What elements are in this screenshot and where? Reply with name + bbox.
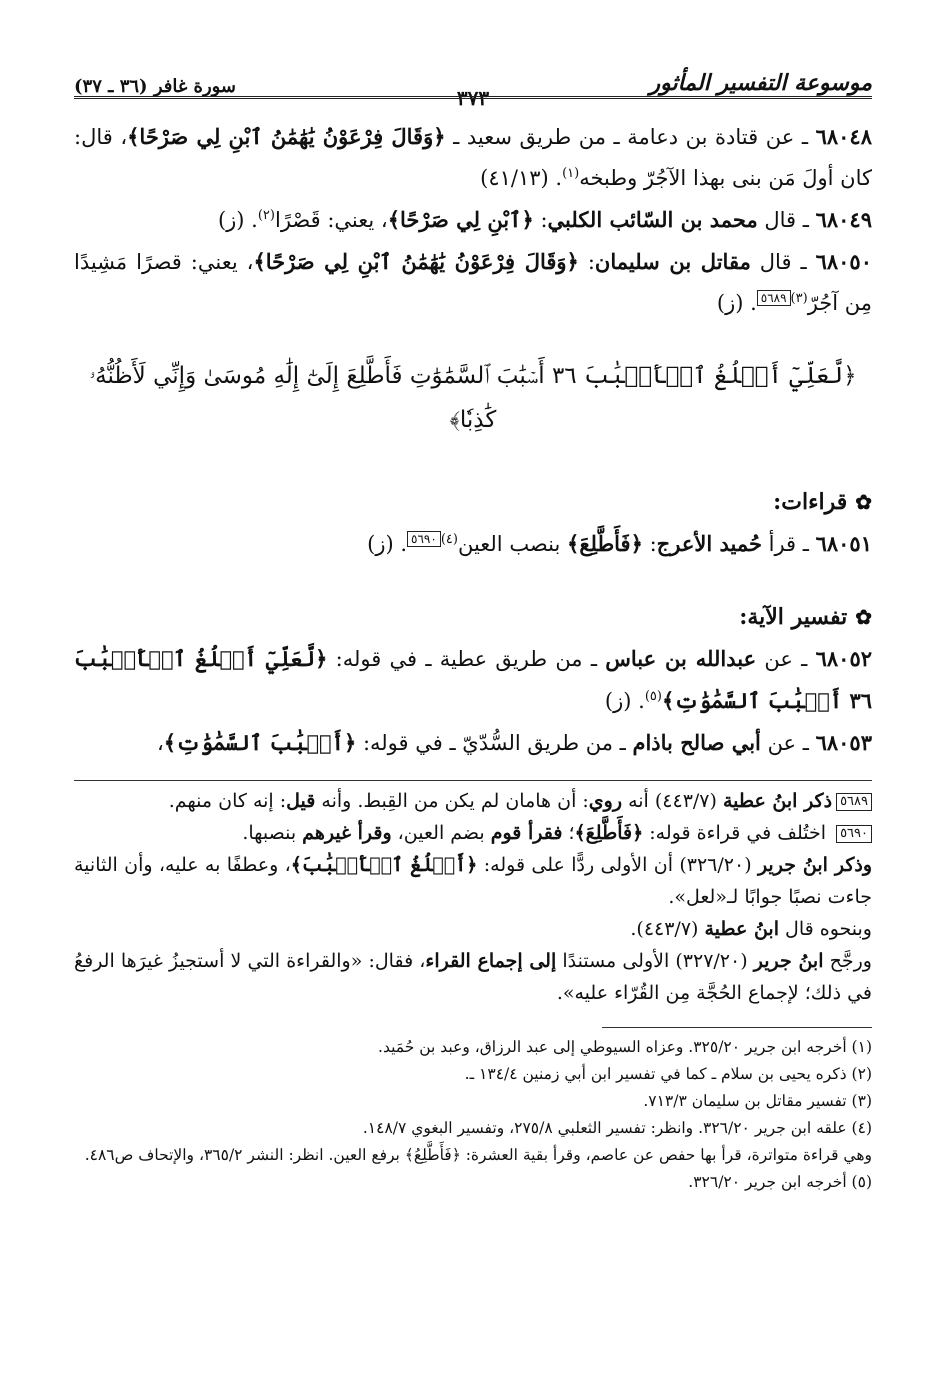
entry-number: ٦٨٠٥٠ — [815, 249, 872, 274]
commentary-text: قيل — [286, 790, 316, 812]
commentary-text: وبنحوه قال — [779, 918, 872, 940]
surah-label: سورة غافر (٣٦ ـ ٣٧) — [74, 76, 237, 97]
commentary-text: ابنُ جرير — [753, 950, 824, 972]
flower-icon: ✿ — [855, 605, 872, 629]
footnote-ref[interactable]: (١) — [562, 166, 580, 181]
footnotes — [74, 1027, 872, 1196]
footnote-3: (٣) تفسير مقاتل بن سليمان ٧١٣/٣. — [643, 1092, 872, 1110]
commentary-5690 — [74, 817, 872, 849]
commentary-text: (٤٤٣/٧) أنه — [622, 790, 723, 812]
entry-number: ٦٨٠٥٢ — [815, 646, 873, 671]
narrator-name: حُميد الأعرج — [656, 531, 762, 556]
quran-quote: ﴿فَأَطَّلِعَ﴾ — [574, 822, 644, 844]
entry-68048 — [74, 116, 872, 199]
commentary-text: ابنُ عطية — [704, 918, 779, 940]
footnote-ref[interactable]: (٢) — [257, 208, 275, 223]
commentary-text: ؛ — [562, 822, 575, 844]
entry-text: ـ قال — [750, 250, 816, 274]
entry-68049 — [74, 199, 872, 241]
section-heading-readings — [74, 482, 872, 523]
commentary-text: (٣٢٦/٢٠) أن الأولى ردًّا على قوله: — [477, 854, 758, 876]
commentary-text: ذكر ابنُ عطية — [722, 790, 833, 812]
footnote-5: (٥) أخرجه ابن جرير ٣٢٦/٢٠. — [688, 1173, 872, 1191]
commentary-text: وذكر ابنُ جرير — [757, 854, 872, 876]
entry-text: ، يعني: قصرًا مَشِيدًا مِن آجُرّ — [74, 250, 872, 315]
commentary-ibn-atiyya — [74, 913, 872, 945]
footnote-rule — [602, 1027, 872, 1028]
quran-quote: ﴿أَبۡلُغُ ٱلۡأَسۡبَٰبَ﴾ — [290, 854, 478, 876]
commentary-number-box: ٥٦٩٠ — [836, 825, 872, 843]
commentary-text: (٣٢٧/٢٠) الأولى مستندًا — [556, 950, 754, 972]
flower-icon: ✿ — [855, 490, 872, 514]
entry-text: : — [578, 250, 595, 274]
commentary-text: (٤٤٣/٧). — [630, 918, 705, 940]
entry-text: ـ من طريق عطية ـ في قوله: — [327, 647, 606, 671]
footnote-1: (١) أخرجه ابن جرير ٣٢٥/٢٠. وعزاه السيوطي إلى عبد الرزاق، وعبد بن حُمَيد. — [378, 1038, 872, 1056]
section-heading-tafsir — [74, 597, 872, 638]
narrator-name: أبي صالح باذام — [632, 730, 761, 755]
entry-text: : — [642, 532, 657, 556]
commentary-ibn-jarir-2 — [74, 945, 872, 1009]
quran-quote: ﴿لَّعَلِّيٓ أَبۡلُغُ ٱلۡأَسۡبَٰبَ ٣٦ أَسۡبَٰبَ ٱلسَّمَٰوَٰتِ﴾ — [74, 646, 872, 713]
commentary-text: ، وعطفًا به عليه، وأن الثانية جاءت نصبًا جوابًا لـ«لعل». — [74, 854, 872, 908]
commentary-text: إلى إجماع القراء — [425, 950, 557, 972]
commentary-ref-box[interactable]: ٥٦٨٩ — [757, 290, 791, 306]
header-rule — [74, 96, 872, 99]
commentary-number-box: ٥٦٨٩ — [836, 793, 872, 811]
quran-quote: ﴿وَقَالَ فِرْعَوْنُ يَٰهَٰمَٰنُ ٱبْنِ لِي صَرْحًا﴾ — [127, 124, 446, 149]
entry-text: ـ من طريق السُّدّيّ ـ في قوله: — [356, 731, 633, 755]
entry-text: . (ز) — [716, 291, 757, 315]
entry-number: ٦٨٠٤٩ — [815, 207, 872, 232]
entry-text: ـ قرأ — [761, 532, 816, 556]
entry-text: ، — [157, 731, 164, 755]
entry-68052 — [74, 638, 872, 722]
footnote-ref[interactable]: (٣) — [790, 291, 808, 306]
narrator-name: عبدالله بن عباس — [605, 646, 757, 671]
ayah-verse: ﴿لَّعَلِّيٓ أَبۡلُغُ ٱلۡأَسۡبَٰبَ ٣٦ أَسۡبَٰبَ ٱلسَّمَٰوَٰتِ فَأَطَّلِعَ إِلَىٰٓ إِلَٰهِ مُوسَىٰ وَإِنِّي لَأَظُنُّهُۥ كَٰذِبٗا﴾ — [89, 363, 857, 433]
commentary-ibn-jarir-1 — [74, 849, 872, 913]
section-title: تفسير الآية: — [739, 604, 848, 630]
commentary-text: بنصبها. — [242, 822, 303, 844]
entry-68053 — [74, 722, 872, 764]
book-title: موسوعة التفسير المأثور — [649, 70, 872, 96]
entry-text: : — [533, 208, 548, 232]
entry-text: ـ قال — [757, 208, 816, 232]
section-title: قراءات: — [773, 489, 848, 515]
entry-text: . (ز) — [367, 532, 408, 556]
spacer — [74, 565, 872, 587]
commentary-text: : إنه كان منهم. — [168, 790, 287, 812]
entry-text: بنصب العين — [457, 532, 568, 556]
footnote-ref[interactable]: (٤) — [440, 532, 458, 547]
footnote-4-cont: وهي قراءة متواترة، قرأ بها حفص عن عاصم، وقرأ بقية العشرة: ﴿فَأَطَّلِعُ﴾ برفع العين. انظر: النشر ٣٦٥/٢، والإتحاف ص٤٨٦. — [84, 1146, 872, 1164]
commentary-text: ، فقال: «والقراءة التي لا أستجيزُ غيرَها الرفعُ في ذلك؛ لإجماع الحُجَّة مِن القُرّاء عليه». — [74, 950, 872, 1004]
entry-text: ، يعني: قَصْرًا — [274, 208, 388, 232]
commentary-text: : أن هامان لم يكن من القِبط. وأنه — [315, 790, 589, 812]
entry-68051 — [74, 523, 872, 565]
entry-text: ـ عن قتادة بن دعامة ـ من طريق سعيد ـ — [445, 125, 816, 149]
commentary-block — [74, 780, 872, 1009]
commentary-text: ورجَّح — [823, 950, 872, 972]
commentary-text: وقرأ غيرهم — [302, 822, 392, 844]
narrator-name: محمد بن السّائب الكلبي — [547, 207, 758, 232]
footnote-4: (٤) علقه ابن جرير ٣٢٦/٢٠. وانظر: تفسير الثعلبي ٢٧٥/٨، وتفسير البغوي ١٤٨/٧. — [362, 1119, 872, 1137]
commentary-text: روي — [588, 790, 623, 812]
page-number: ٣٧٣ — [449, 86, 497, 110]
quran-quote: ﴿ٱبْنِ لِي صَرْحًا﴾ — [387, 207, 534, 232]
quran-quote: ﴿وَقَالَ فِرْعَوْنُ يَٰهَٰمَٰنُ ٱبْنِ لِي صَرْحًا﴾ — [253, 249, 579, 274]
entry-text: ـ عن — [756, 647, 816, 671]
entry-number: ٦٨٠٥٣ — [815, 730, 872, 755]
footnote-2: (٢) ذكره يحيى بن سلام ـ كما في تفسير ابن أبي زمنين ١٣٤/٤ ـ. — [464, 1065, 872, 1083]
commentary-text: اختُلف في قراءة قوله: — [643, 822, 833, 844]
narrator-name: مقاتل بن سليمان — [594, 249, 751, 274]
commentary-ref-box[interactable]: ٥٦٩٠ — [407, 531, 441, 547]
entry-text: . (ز) — [217, 208, 258, 232]
entry-text: . (ز) — [604, 689, 645, 713]
entry-text: ، قال: كان أولَ مَن بنى بهذا الآجُرّ وطبخه — [74, 125, 872, 190]
entry-number: ٦٨٠٥١ — [815, 531, 872, 556]
footnote-ref[interactable]: (٥) — [644, 689, 662, 704]
entry-text: . (٤١/١٣) — [480, 166, 563, 190]
commentary-text: فقرأ قوم — [490, 822, 563, 844]
quran-quote: ﴿أَسۡبَٰبَ ٱلسَّمَٰوَٰتِ﴾ — [163, 730, 357, 755]
entry-68050 — [74, 241, 872, 324]
page-header — [74, 62, 872, 110]
quran-quote: ﴿فَأَطَّلِعَ﴾ — [567, 531, 643, 556]
commentary-5689 — [74, 785, 872, 817]
entry-number: ٦٨٠٤٨ — [815, 124, 872, 149]
entry-text: ـ عن — [760, 731, 816, 755]
commentary-text: بضم العين، — [391, 822, 491, 844]
main-text — [74, 116, 872, 764]
